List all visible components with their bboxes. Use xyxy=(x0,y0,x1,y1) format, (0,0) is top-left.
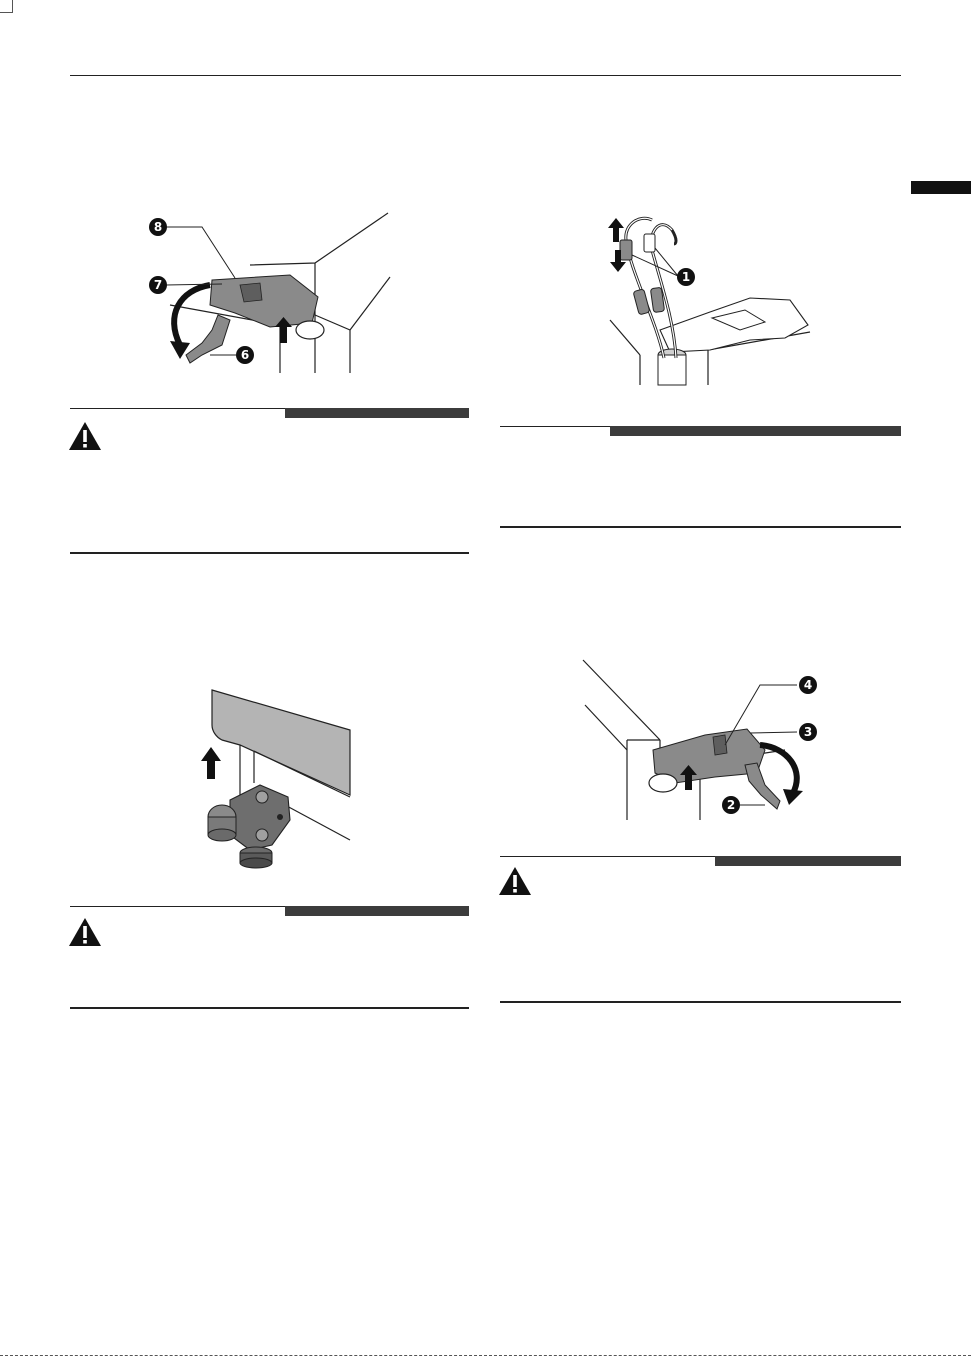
callout-6 xyxy=(236,346,254,364)
section-tab-marker xyxy=(911,181,971,194)
svg-text:4: 4 xyxy=(803,678,813,692)
note-end-rule-right-bottom xyxy=(500,1001,901,1003)
hinge-pin-cap xyxy=(649,774,677,792)
svg-text:1: 1 xyxy=(681,270,691,284)
figure-wire-connector xyxy=(600,210,820,385)
callout-2 xyxy=(722,796,740,814)
note-bar-left-top xyxy=(285,408,469,418)
crop-mark-bottom-edge xyxy=(0,1355,971,1356)
figure-hinge-cover-install xyxy=(575,655,835,825)
note-bar-left-bottom xyxy=(285,906,469,916)
note-bar-right-top xyxy=(610,426,901,436)
note-rule-left-top xyxy=(70,408,285,409)
svg-text:7: 7 xyxy=(153,278,163,292)
callout-4 xyxy=(799,676,817,694)
note-end-rule-left-top xyxy=(70,552,469,554)
warning-triangle-icon xyxy=(498,866,532,896)
hinge-lever xyxy=(186,315,230,363)
hinge-pin-cap xyxy=(296,321,324,339)
note-end-rule-right-top xyxy=(500,526,901,528)
callout-7 xyxy=(149,276,167,294)
hinge-lever xyxy=(745,763,780,809)
figure-hinge-cover-removal xyxy=(140,205,400,380)
note-rule-right-bottom xyxy=(500,856,715,857)
svg-text:3: 3 xyxy=(803,725,813,739)
door-panel xyxy=(212,690,350,795)
crop-mark-top-left xyxy=(0,0,13,13)
warning-triangle-icon xyxy=(68,917,102,947)
callout-8 xyxy=(149,218,167,236)
svg-text:8: 8 xyxy=(153,220,163,234)
hinge-plate xyxy=(660,298,808,352)
note-rule-right-top xyxy=(500,426,610,427)
arrow-icon xyxy=(201,747,221,779)
callout-3 xyxy=(799,723,817,741)
svg-text:2: 2 xyxy=(726,798,736,812)
note-bar-right-bottom xyxy=(715,856,901,866)
callout-1 xyxy=(677,268,695,286)
warning-triangle-icon xyxy=(68,421,102,451)
svg-text:6: 6 xyxy=(240,348,250,362)
note-end-rule-left-bottom xyxy=(70,1007,469,1009)
figure-leveling-foot xyxy=(190,685,360,870)
note-rule-left-bottom xyxy=(70,906,285,907)
page-header-rule xyxy=(70,75,901,76)
